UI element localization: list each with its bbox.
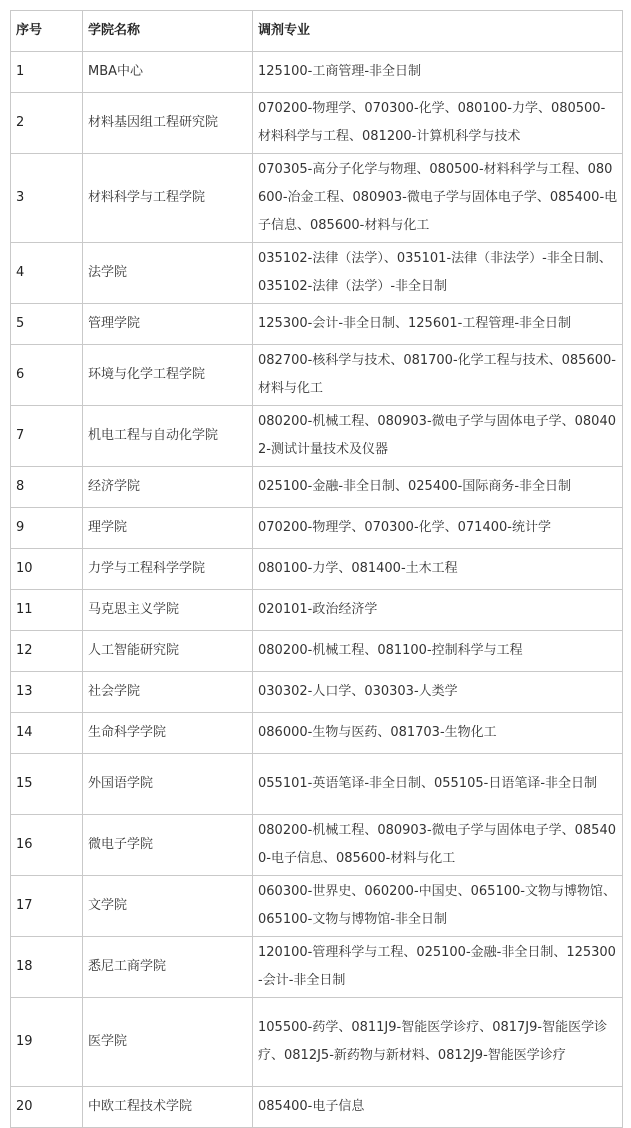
- row-transfer-majors: 080100-力学、081400-土木工程: [253, 549, 623, 590]
- row-transfer-majors: 105500-药学、0811J9-智能医学诊疗、0817J9-智能医学诊疗、0812J5-新药物与新材料、0812J9-智能医学诊疗: [253, 998, 623, 1087]
- row-transfer-majors: 070305-高分子化学与物理、080500-材料科学与工程、080600-冶金工程、080903-微电子学与固体电子学、085400-电子信息、085600-材料与化工: [253, 154, 623, 243]
- row-transfer-majors: 086000-生物与医药、081703-生物化工: [253, 713, 623, 754]
- row-transfer-majors: 055101-英语笔译-非全日制、055105-日语笔译-非全日制: [253, 754, 623, 815]
- row-number: 8: [11, 467, 83, 508]
- row-college-name: 环境与化学工程学院: [83, 345, 253, 406]
- row-college-name: MBA中心: [83, 52, 253, 93]
- table-row: [11, 754, 623, 815]
- table-row: [11, 345, 623, 406]
- row-number: 1: [11, 52, 83, 93]
- row-college-name: 法学院: [83, 243, 253, 304]
- row-college-name: 医学院: [83, 998, 253, 1087]
- row-college-name: 外国语学院: [83, 754, 253, 815]
- row-number: 7: [11, 406, 83, 467]
- row-transfer-majors: 035102-法律（法学）、035101-法律（非法学）-非全日制、035102-法律（法学）-非全日制: [253, 243, 623, 304]
- table-row: [11, 508, 623, 549]
- table-row: [11, 876, 623, 937]
- row-college-name: 机电工程与自动化学院: [83, 406, 253, 467]
- transfer-majors-table-wrapper: [10, 10, 622, 1128]
- row-number: 12: [11, 631, 83, 672]
- row-number: 6: [11, 345, 83, 406]
- row-transfer-majors: 080200-机械工程、080903-微电子学与固体电子学、080402-测试计量技术及仪器: [253, 406, 623, 467]
- table-row: [11, 998, 623, 1087]
- table-row: [11, 1087, 623, 1128]
- row-number: 19: [11, 998, 83, 1087]
- table-row: [11, 937, 623, 998]
- table-row: [11, 406, 623, 467]
- row-transfer-majors: 020101-政治经济学: [253, 590, 623, 631]
- row-college-name: 微电子学院: [83, 815, 253, 876]
- table-row: [11, 815, 623, 876]
- table-row: [11, 549, 623, 590]
- row-number: 11: [11, 590, 83, 631]
- row-transfer-majors: 125300-会计-非全日制、125601-工程管理-非全日制: [253, 304, 623, 345]
- row-college-name: 经济学院: [83, 467, 253, 508]
- table-row: [11, 52, 623, 93]
- row-college-name: 材料基因组工程研究院: [83, 93, 253, 154]
- row-number: 18: [11, 937, 83, 998]
- table-row: [11, 590, 623, 631]
- header-college: 学院名称: [83, 11, 253, 52]
- row-college-name: 力学与工程科学学院: [83, 549, 253, 590]
- row-transfer-majors: 082700-核科学与技术、081700-化学工程与技术、085600-材料与化工: [253, 345, 623, 406]
- header-number: 序号: [11, 11, 83, 52]
- row-transfer-majors: 120100-管理科学与工程、025100-金融-非全日制、125300-会计-非全日制: [253, 937, 623, 998]
- row-transfer-majors: 060300-世界史、060200-中国史、065100-文物与博物馆、065100-文物与博物馆-非全日制: [253, 876, 623, 937]
- row-transfer-majors: 080200-机械工程、081100-控制科学与工程: [253, 631, 623, 672]
- row-number: 5: [11, 304, 83, 345]
- row-college-name: 文学院: [83, 876, 253, 937]
- row-transfer-majors: 070200-物理学、070300-化学、071400-统计学: [253, 508, 623, 549]
- row-transfer-majors: 030302-人口学、030303-人类学: [253, 672, 623, 713]
- table-row: [11, 154, 623, 243]
- row-number: 20: [11, 1087, 83, 1128]
- row-college-name: 材料科学与工程学院: [83, 154, 253, 243]
- row-number: 14: [11, 713, 83, 754]
- table-row: [11, 631, 623, 672]
- row-number: 3: [11, 154, 83, 243]
- row-number: 15: [11, 754, 83, 815]
- row-college-name: 管理学院: [83, 304, 253, 345]
- row-college-name: 人工智能研究院: [83, 631, 253, 672]
- table-row: [11, 713, 623, 754]
- table-row: [11, 672, 623, 713]
- row-college-name: 中欧工程技术学院: [83, 1087, 253, 1128]
- row-transfer-majors: 080200-机械工程、080903-微电子学与固体电子学、085400-电子信息、085600-材料与化工: [253, 815, 623, 876]
- row-transfer-majors: 025100-金融-非全日制、025400-国际商务-非全日制: [253, 467, 623, 508]
- table-row: [11, 93, 623, 154]
- header-majors: 调剂专业: [253, 11, 623, 52]
- row-number: 9: [11, 508, 83, 549]
- row-college-name: 生命科学学院: [83, 713, 253, 754]
- row-college-name: 社会学院: [83, 672, 253, 713]
- table-row: [11, 243, 623, 304]
- row-number: 4: [11, 243, 83, 304]
- transfer-majors-table: [10, 10, 623, 1128]
- row-number: 10: [11, 549, 83, 590]
- table-row: [11, 467, 623, 508]
- row-transfer-majors: 085400-电子信息: [253, 1087, 623, 1128]
- row-college-name: 悉尼工商学院: [83, 937, 253, 998]
- table-row: [11, 304, 623, 345]
- row-college-name: 理学院: [83, 508, 253, 549]
- row-number: 2: [11, 93, 83, 154]
- row-number: 13: [11, 672, 83, 713]
- table-header-row: [11, 11, 623, 52]
- row-number: 17: [11, 876, 83, 937]
- row-transfer-majors: 070200-物理学、070300-化学、080100-力学、080500-材料科学与工程、081200-计算机科学与技术: [253, 93, 623, 154]
- row-number: 16: [11, 815, 83, 876]
- row-transfer-majors: 125100-工商管理-非全日制: [253, 52, 623, 93]
- row-college-name: 马克思主义学院: [83, 590, 253, 631]
